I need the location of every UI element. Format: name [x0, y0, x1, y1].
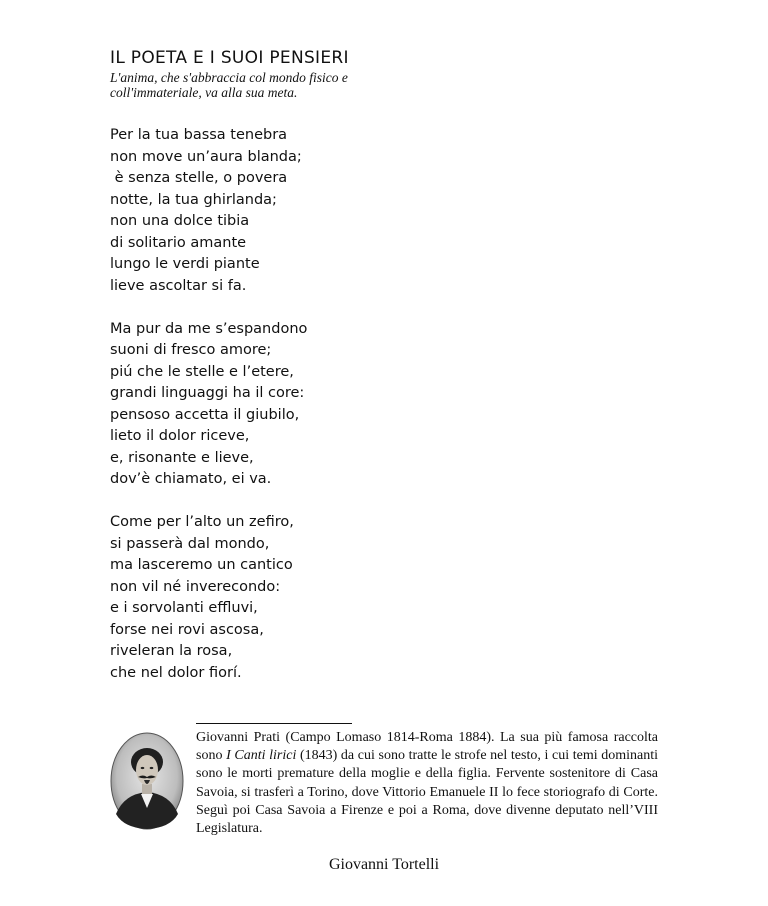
poem — [110, 125, 307, 706]
stanza-3 — [110, 512, 307, 684]
stanza-1 — [110, 125, 307, 297]
poem-line: non move un’aura blanda; — [110, 148, 302, 165]
bio-book-title: I Canti lirici — [226, 748, 297, 764]
poem-line: lieve ascoltar si fa. — [110, 277, 247, 294]
poem-line: notte, la tua ghirlanda; — [110, 191, 277, 208]
poem-line: e i sorvolanti effluvi, — [110, 600, 258, 616]
poem-line: di solitario amante — [110, 234, 247, 251]
poem-line: non una dolce tibia — [110, 213, 250, 229]
bio-text: Giovanni Prati (Campo Lomaso 1814-Roma 1884). La sua più famosa raccolta sono — [196, 730, 658, 764]
author-name: Giovanni Tortelli — [328, 856, 440, 873]
poem-line: Ma pur da me s’espandono — [110, 320, 308, 337]
poem-line: Come per l’alto un zefiro, — [110, 514, 294, 530]
page-title: IL POETA E I SUOI PENSIERI — [110, 48, 349, 68]
poem-line: lieto il dolor riceve, — [110, 428, 250, 444]
author-signature — [0, 856, 768, 874]
poem-line: forse nei rovi ascosa, — [110, 621, 264, 638]
poem-line: lungo le verdi piante — [110, 256, 260, 272]
subtitle: L'anima, che s'abbraccia col mondo fisico e coll'immateriale, va alla sua meta. — [110, 70, 348, 100]
stanza-2 — [110, 319, 307, 491]
portrait-icon — [110, 732, 184, 830]
poem-line: si passerà dal mondo, — [110, 535, 270, 552]
poem-line: ma lasceremo un cantico — [110, 557, 293, 573]
footnote-biography — [196, 729, 658, 838]
bio-text: (1843) da cui sono tratte le strofe nel testo, i cui temi dominanti sono le morti premature della moglie e della figlia. Fervente sostenitore di Casa Savoia, si trasferì a Torino, dove Vittorio Emanuele II lo fece storiografo di Corte. Seguì poi Casa Savoia a Firenze e poi a Roma, dove divenne deputato nell’VIII Legislatura. — [196, 748, 659, 837]
footnote-rule — [196, 723, 352, 724]
poem-line: Per la tua bassa tenebra — [110, 127, 288, 143]
poem-line: è senza stelle, o povera — [110, 170, 288, 186]
poem-line: suoni di fresco amore; — [110, 342, 272, 358]
poem-line: che nel dolor fiorí. — [110, 664, 242, 681]
poem-line: pensoso accetta il giubilo, — [110, 406, 300, 423]
poem-line: non vil né inverecondo: — [110, 578, 281, 595]
poem-line: dov’è chiamato, ei va. — [110, 471, 272, 487]
poem-line: e, risonante e lieve, — [110, 449, 254, 466]
poem-line: riveleran la rosa, — [110, 643, 233, 659]
poem-line: piú che le stelle e l’etere, — [110, 363, 294, 380]
poem-line: grandi linguaggi ha il core: — [110, 385, 305, 401]
